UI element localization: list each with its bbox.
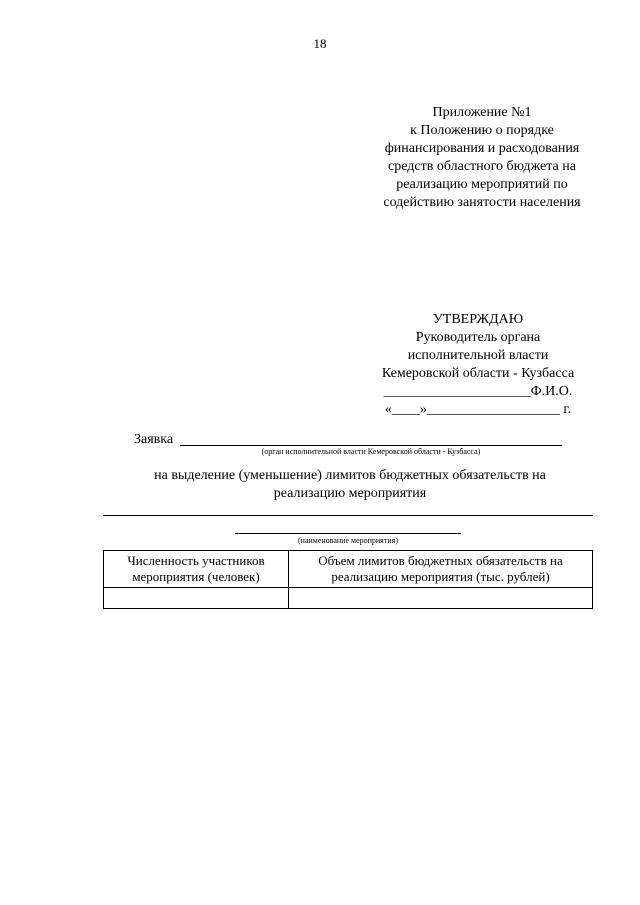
- appendix-line: реализацию мероприятий по: [396, 177, 568, 192]
- approval-heading: УТВЕРЖДАЮ: [432, 312, 524, 327]
- approval-line: Кемеровской области - Кузбасса: [381, 366, 575, 381]
- event-name-line: [235, 533, 461, 534]
- event-caption: (наименование мероприятия): [298, 536, 398, 545]
- appendix-block: [360, 104, 604, 212]
- signature-line: _____________________Ф.И.О.: [383, 384, 573, 399]
- authority-fill-line: [180, 445, 562, 446]
- request-subtitle: [110, 467, 590, 503]
- cell-participants: [104, 588, 289, 609]
- cell-limits: [289, 588, 593, 609]
- appendix-line: к Положению о порядке: [410, 123, 554, 138]
- subtitle-line: на выделение (уменьшение) лимитов бюджетных обязательств на: [154, 468, 546, 483]
- approval-line: исполнительной власти: [407, 348, 549, 363]
- limits-table: [103, 550, 593, 609]
- approval-block: [352, 311, 604, 419]
- header-limits: Объем лимитов бюджетных обязательств на реализацию мероприятия (тыс. рублей): [289, 551, 593, 588]
- header-participants: Численность участников мероприятия (человек): [104, 551, 289, 588]
- subtitle-line: реализацию мероприятия: [273, 486, 427, 501]
- appendix-line: средств областного бюджета на: [388, 159, 576, 174]
- date-line: «____»___________________ г.: [384, 402, 572, 417]
- appendix-line: содействию занятости населения: [383, 195, 581, 210]
- page-number: 18: [313, 36, 327, 51]
- authority-caption: (орган исполнительной власти Кемеровской области - Кузбасса): [261, 447, 481, 456]
- table-header-row: [104, 551, 593, 588]
- approval-line: Руководитель органа: [415, 330, 541, 345]
- request-label: Заявка: [134, 432, 174, 447]
- table-row: [104, 588, 593, 609]
- event-fill-line: [103, 515, 593, 516]
- appendix-line: финансирования и расходования: [384, 141, 580, 156]
- appendix-line: Приложение №1: [432, 105, 532, 120]
